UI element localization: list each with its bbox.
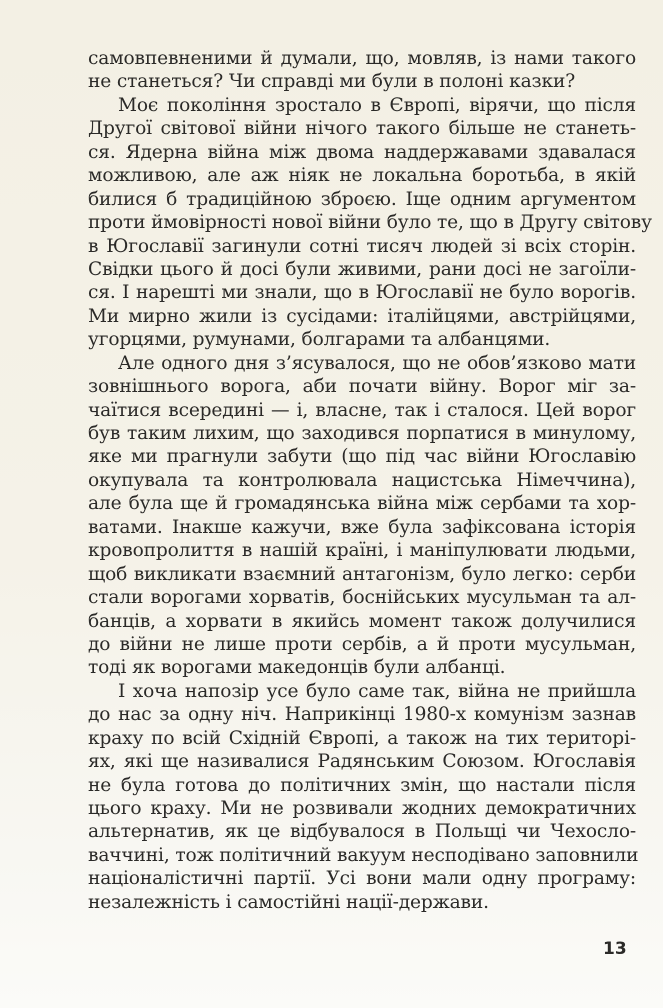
text-line: націоналістичні партії. Усі вони мали одну програму: (88, 868, 636, 890)
text-line: був таким лихим, що заходився порпатися в минулому, (88, 423, 636, 444)
text-line: І хоча напозір усе було саме так, війна не прийшла (118, 680, 636, 702)
paragraph (88, 680, 639, 914)
text-line: до війни не лише проти сербів, а й проти мусульман, (88, 633, 636, 655)
text-line: не була готова до політичних змін, що настали після (88, 774, 636, 796)
text-line: але була ще й громадянська війна між сербами та хор- (88, 493, 636, 515)
text-line: незалежність і самостійні нації-держави. (88, 891, 489, 913)
text-line: банців, а хорвати в якийсь момент також долучилися (88, 610, 636, 632)
page-number: 13 (603, 939, 627, 959)
text-line: зовнішнього ворога, аби почати війну. Ворог міг за- (88, 376, 636, 398)
text-line: Моє покоління зростало в Європі, вірячи, що після (118, 94, 636, 116)
text-line: кровопролиття в нашій країні, і маніпулювати людьми, (88, 540, 636, 562)
text-line: краху по всій Східній Європі, а також на тих територі- (88, 727, 636, 749)
text-line: цього краху. Ми не розвивали жодних демократичних (88, 798, 636, 819)
body-text (88, 47, 652, 914)
text-line: угорцями, румунами, болгарами та албанцями. (88, 329, 551, 351)
text-line: ваччині, тож політичний вакуум несподівано заповнили (88, 844, 639, 866)
text-line: окупувала та контролювала нацистська Німеччина), (88, 469, 636, 491)
text-line: ся. Ядерна війна між двома наддержавами здавалася (88, 141, 636, 163)
text-line: альтернатив, як це відбувалося в Польщі чи Чехосло- (88, 821, 636, 843)
text-line: Свідки цього й досі були живими, рани досі не загоїли- (88, 258, 636, 280)
paragraph (88, 47, 636, 94)
text-line: не станеться? Чи справді ми були в полоні казки? (88, 71, 576, 93)
text-line: ях, які ще називалися Радянським Союзом. Югославія (88, 751, 636, 773)
text-line: можливою, але аж ніяк не локальна боротьба, в якій (88, 165, 636, 187)
text-line: проти ймовірності нової війни було те, що в Другу світову (88, 212, 652, 234)
text-line: Другої світової війни нічого такого більше не станеть- (88, 118, 636, 140)
text-line: самовпевненими й думали, що, мовляв, із нами такого (88, 48, 636, 69)
paragraph (88, 94, 652, 352)
text-line: Але одного дня з’ясувалося, що не обов’язково мати (118, 352, 636, 374)
text-line: билися б традиційною зброєю. Іще одним аргументом (88, 188, 636, 210)
text-line: стали ворогами хорватів, боснійських мусульман та ал- (88, 587, 636, 609)
text-line: до нас за одну ніч. Наприкінці 1980-х комунізм зазнав (88, 704, 636, 726)
text-line: ся. І нарешті ми знали, що в Югославії не було ворогів. (88, 282, 636, 304)
text-line: щоб викликати взаємний антагонізм, було легко: серби (88, 563, 636, 585)
text-line: чаїтися всередині — і, власне, так і сталося. Цей ворог (88, 399, 636, 421)
text-line: яке ми прагнули забути (що під час війни Югославію (88, 446, 636, 468)
text-line: тоді як ворогами македонців були албанці. (88, 657, 506, 679)
paragraph (88, 352, 636, 680)
text-line: Ми мирно жили із сусідами: італійцями, австрійцями, (88, 305, 636, 327)
text-line: в Югославії загинули сотні тисяч людей зі всіх сторін. (88, 235, 636, 257)
text-line: ватами. Інакше кажучи, вже була зафіксована історія (88, 516, 636, 538)
